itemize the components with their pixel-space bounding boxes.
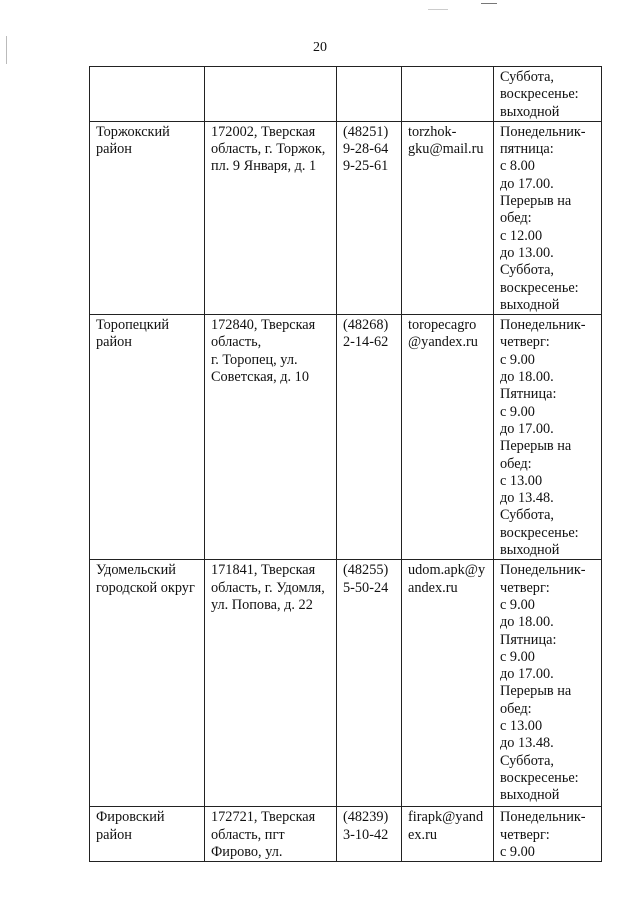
hours-cell: Понедельник- пятница: с 8.00 до 17.00. Перерыв на обед: с 12.00 до 13.00. Суббота, воскресенье: выходной [494, 121, 602, 314]
address-cell [205, 67, 337, 122]
phone-cell: (48239) 3-10-42 [337, 807, 402, 862]
address-cell: 171841, Тверская область, г. Удомля, ул. Попова, д. 22 [205, 560, 337, 807]
address-cell: 172721, Тверская область, пгт Фирово, ул. [205, 807, 337, 862]
table-row [90, 807, 602, 862]
scan-artifact [428, 9, 448, 10]
email-cell: firapk@yand ex.ru [402, 807, 494, 862]
district-cell: Торопецкий район [90, 315, 205, 560]
phone-cell [337, 67, 402, 122]
scan-artifact [481, 3, 497, 4]
phone-cell: (48255) 5-50-24 [337, 560, 402, 807]
table-row [90, 315, 602, 560]
district-cell: Удомельский городской округ [90, 560, 205, 807]
hours-cell: Понедельник- четверг: с 9.00 [494, 807, 602, 862]
hours-cell: Понедельник- четверг: с 9.00 до 18.00. Пятница: с 9.00 до 17.00. Перерыв на обед: с 13.00 до 13.48. Суббота, воскресенье: выходной [494, 315, 602, 560]
phone-cell: (48268) 2-14-62 [337, 315, 402, 560]
address-cell: 172840, Тверская область, г. Торопец, ул. Советская, д. 10 [205, 315, 337, 560]
email-cell: udom.apk@y andex.ru [402, 560, 494, 807]
district-cell [90, 67, 205, 122]
district-cell: Торжокский район [90, 121, 205, 314]
email-cell: torzhok- gku@mail.ru [402, 121, 494, 314]
district-cell: Фировский район [90, 807, 205, 862]
hours-cell: Суббота, воскресенье: выходной [494, 67, 602, 122]
table-row [90, 121, 602, 314]
page-number: 20 [313, 40, 327, 55]
email-cell: toropecagro @yandex.ru [402, 315, 494, 560]
hours-cell: Понедельник- четверг: с 9.00 до 18.00. Пятница: с 9.00 до 17.00. Перерыв на обед: с 13.00 до 13.48. Суббота, воскресенье: выходной [494, 560, 602, 807]
address-cell: 172002, Тверская область, г. Торжок, пл. 9 Января, д. 1 [205, 121, 337, 314]
table-row [90, 560, 602, 807]
table-row [90, 67, 602, 122]
phone-cell: (48251) 9-28-64 9-25-61 [337, 121, 402, 314]
contacts-table [89, 66, 602, 862]
email-cell [402, 67, 494, 122]
